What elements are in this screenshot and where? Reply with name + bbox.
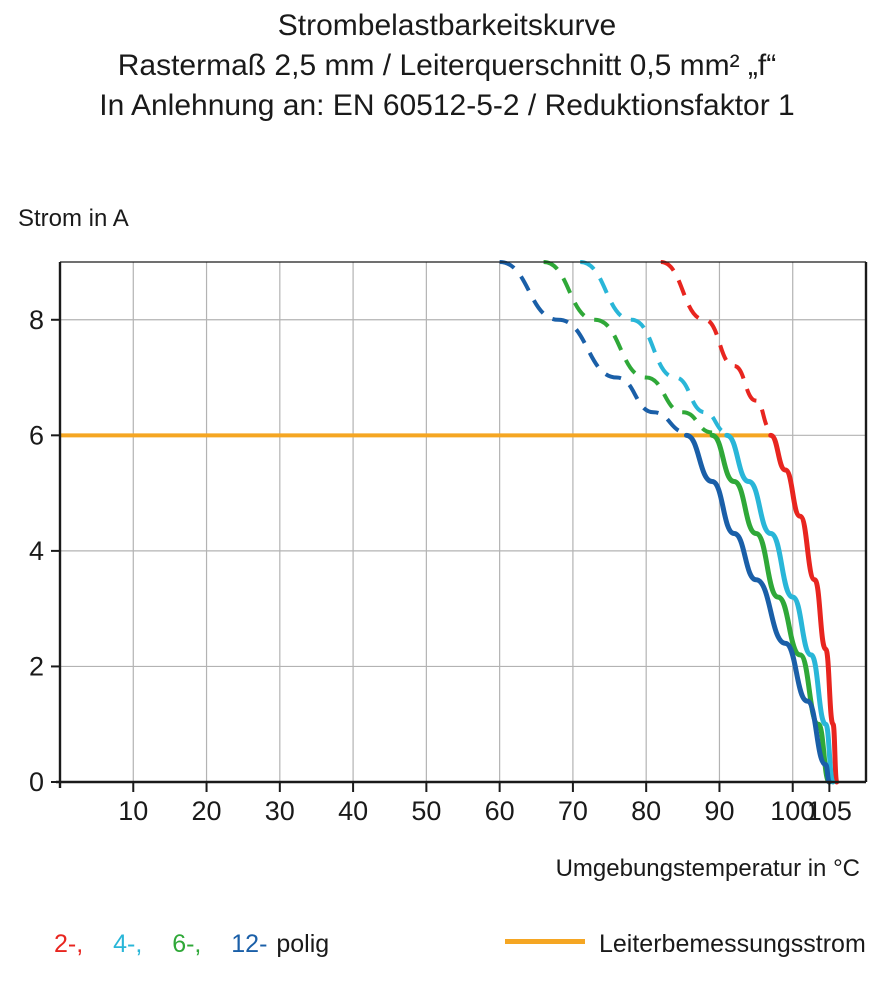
series-dashed-6-polig: [544, 262, 713, 432]
chart-title-block: [0, 0, 894, 126]
chart-legend: [0, 930, 894, 990]
legend-poles: [54, 930, 331, 959]
x-tick-label: 80: [631, 796, 662, 826]
y-tick-label: 2: [28, 651, 44, 682]
title-line-3: In Anlehnung an: EN 60512-5-2 / Reduktionsfaktor 1: [99, 89, 795, 122]
legend-item-6-polig: 6-,: [172, 930, 202, 958]
series-dashed-4-polig: [580, 262, 727, 432]
y-axis-label: Strom in A: [18, 205, 129, 232]
series-dashed-2-polig: [661, 262, 771, 430]
legend-item-4-polig: 4-,: [113, 930, 143, 958]
rated-current-swatch-icon: [505, 939, 585, 944]
x-tick-label: 60: [484, 796, 515, 826]
title-line-2: Rastermaß 2,5 mm / Leiterquerschnitt 0,5 mm² „f“: [117, 49, 777, 82]
x-axis-label: Umgebungstemperatur in °C: [555, 855, 860, 882]
legend-rated-current-label: Leiterbemessungsstrom: [599, 930, 866, 958]
x-tick-label: 20: [191, 796, 222, 826]
x-tick-label: 90: [704, 796, 735, 826]
chart-plot-area: [0, 250, 894, 826]
x-tick-label: 10: [118, 796, 149, 826]
x-tick-label: 100: [770, 796, 816, 826]
y-tick-label: 4: [28, 535, 44, 566]
y-tick-label: 6: [28, 420, 44, 451]
x-tick-label: 105: [806, 796, 852, 826]
x-tick-label: 30: [264, 796, 295, 826]
legend-poles-suffix: polig: [276, 930, 330, 958]
x-tick-label: 70: [557, 796, 588, 826]
chart-svg: [0, 250, 894, 826]
legend-rated-current: [505, 930, 866, 959]
y-tick-label: 0: [28, 767, 44, 797]
title-line-1: Strombelastbarkeitskurve: [277, 9, 617, 42]
series-solid-12-polig: [686, 435, 829, 782]
series-dashed-12-polig: [500, 262, 687, 432]
y-tick-label: 8: [28, 304, 44, 335]
x-tick-label: 40: [338, 796, 369, 826]
legend-item-12-polig: 12-: [231, 930, 268, 958]
x-tick-label: 50: [411, 796, 442, 826]
legend-item-2-polig: 2-,: [54, 930, 84, 958]
